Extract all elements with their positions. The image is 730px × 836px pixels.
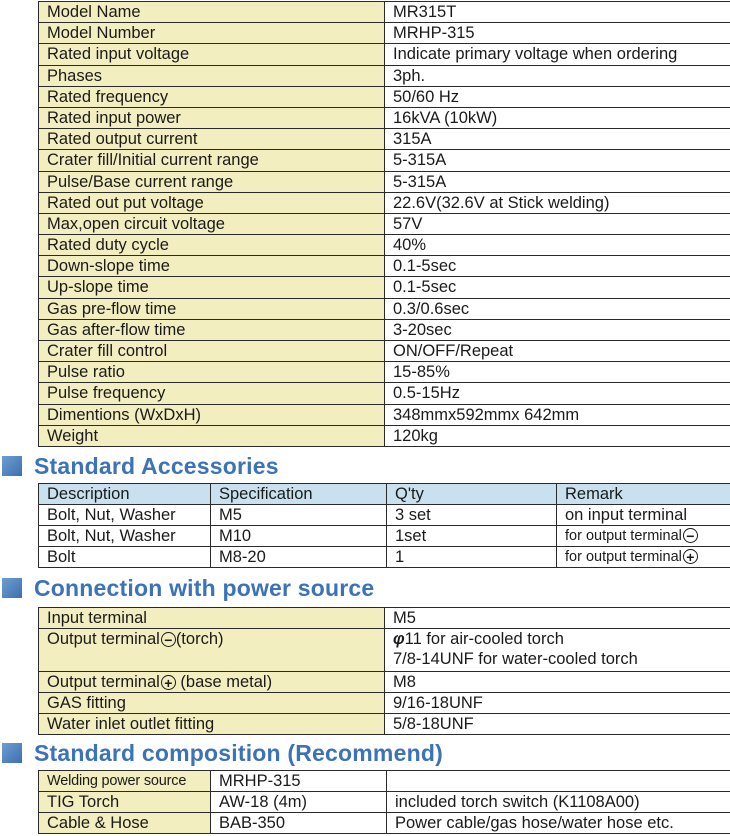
table-row <box>39 526 730 547</box>
acc-qty: 1 <box>387 547 557 568</box>
spec-value: MRHP-315 <box>385 23 730 44</box>
acc-qty: 1set <box>387 526 557 547</box>
spec-value: ON/OFF/Repeat <box>385 341 730 362</box>
spec-label: Crater fill/Initial current range <box>39 150 385 171</box>
section-square-icon <box>2 743 22 763</box>
conn-value-line2: 7/8-14UNF for water-cooled torch <box>393 650 638 669</box>
spec-value: 120kg <box>385 425 730 446</box>
table-row <box>39 341 730 362</box>
conn-label: Input terminal <box>39 608 385 629</box>
table-row <box>39 671 730 692</box>
plus-circle-icon: + <box>161 675 176 690</box>
comp-note: included torch switch (K1108A00) <box>387 792 730 813</box>
comp-model: AW-18 (4m) <box>211 792 387 813</box>
acc-description: Bolt <box>39 547 211 568</box>
spec-label: Rated out put voltage <box>39 192 385 213</box>
table-row <box>39 44 730 65</box>
acc-specification: M8-20 <box>211 547 387 568</box>
conn-label-suffix: (base metal) <box>175 672 273 691</box>
table-row <box>39 425 730 446</box>
acc-description: Bolt, Nut, Washer <box>39 526 211 547</box>
spec-label: Down-slope time <box>39 256 385 277</box>
composition-heading <box>0 739 443 767</box>
acc-remark: on input terminal <box>557 505 730 526</box>
comp-label: TIG Torch <box>39 792 211 813</box>
connection-heading <box>0 574 374 602</box>
spec-value: 3ph. <box>385 65 730 86</box>
composition-table <box>38 770 730 834</box>
table-row <box>39 2 730 23</box>
acc-description: Bolt, Nut, Washer <box>39 505 211 526</box>
table-row <box>39 23 730 44</box>
spec-table <box>38 1 730 447</box>
spec-label: Rated output current <box>39 129 385 150</box>
spec-label: Dimentions (WxDxH) <box>39 404 385 425</box>
comp-note <box>387 771 730 792</box>
spec-value: 0.1-5sec <box>385 256 730 277</box>
spec-label: Gas pre-flow time <box>39 298 385 319</box>
comp-model: MRHP-315 <box>211 771 387 792</box>
table-row <box>39 192 730 213</box>
spec-value: Indicate primary voltage when ordering <box>385 44 730 65</box>
table-row <box>39 383 730 404</box>
conn-label-text: Output terminal <box>47 672 160 691</box>
diameter-symbol: φ <box>393 630 405 649</box>
table-row <box>39 629 730 671</box>
spec-label: Pulse/Base current range <box>39 171 385 192</box>
table-row <box>39 213 730 234</box>
table-row <box>39 771 730 792</box>
table-row <box>39 713 730 734</box>
acc-remark-text: for output terminal <box>565 528 682 544</box>
spec-value: 16kVA (10kW) <box>385 107 730 128</box>
table-row <box>39 319 730 340</box>
acc-remark <box>557 526 730 547</box>
table-row <box>39 235 730 256</box>
spec-value: 0.5-15Hz <box>385 383 730 404</box>
table-row <box>39 608 730 629</box>
spec-label: Gas after-flow time <box>39 319 385 340</box>
plus-circle-icon: + <box>683 549 698 564</box>
spec-value: MR315T <box>385 2 730 23</box>
acc-specification: M5 <box>211 505 387 526</box>
spec-label: Rated input power <box>39 107 385 128</box>
conn-value: M8 <box>385 671 730 692</box>
table-row <box>39 150 730 171</box>
spec-value: 348mmx592mmx 642mm <box>385 404 730 425</box>
spec-value: 5-315A <box>385 171 730 192</box>
conn-value <box>385 629 730 671</box>
acc-qty: 3 set <box>387 505 557 526</box>
composition-title: Standard composition (Recommend) <box>34 739 443 766</box>
spec-label: Up-slope time <box>39 277 385 298</box>
conn-label-suffix: (torch) <box>175 630 224 649</box>
spec-label: Pulse ratio <box>39 362 385 383</box>
table-row <box>39 692 730 713</box>
conn-label-text: Output terminal <box>47 630 160 649</box>
minus-circle-icon: − <box>683 528 698 543</box>
table-row <box>39 129 730 150</box>
spec-label: Rated duty cycle <box>39 235 385 256</box>
comp-note: Power cable/gas hose/water hose etc. <box>387 813 730 834</box>
header-description: Description <box>39 484 211 505</box>
table-row <box>39 86 730 107</box>
table-row <box>39 813 730 834</box>
conn-value: 9/16-18UNF <box>385 692 730 713</box>
table-row <box>39 65 730 86</box>
spec-label: Model Name <box>39 2 385 23</box>
spec-label: Rated frequency <box>39 86 385 107</box>
acc-specification: M10 <box>211 526 387 547</box>
header-remark: Remark <box>557 484 730 505</box>
minus-circle-icon: − <box>161 632 176 647</box>
acc-remark <box>557 547 730 568</box>
table-row <box>39 505 730 526</box>
spec-value: 15-85% <box>385 362 730 383</box>
conn-label: GAS fitting <box>39 692 385 713</box>
table-row <box>39 404 730 425</box>
section-square-icon <box>2 578 22 598</box>
accessories-table <box>38 483 730 568</box>
comp-label: Cable & Hose <box>39 813 211 834</box>
connection-table <box>38 607 730 735</box>
accessories-title: Standard Accessories <box>34 452 279 479</box>
spec-value: 22.6V(32.6V at Stick welding) <box>385 192 730 213</box>
spec-label: Pulse frequency <box>39 383 385 404</box>
table-row <box>39 362 730 383</box>
spec-label: Weight <box>39 425 385 446</box>
table-row <box>39 171 730 192</box>
accessories-header-row <box>39 484 730 505</box>
spec-value: 40% <box>385 235 730 256</box>
conn-value: M5 <box>385 608 730 629</box>
spec-value: 315A <box>385 129 730 150</box>
table-row <box>39 107 730 128</box>
table-row <box>39 277 730 298</box>
header-specification: Specification <box>211 484 387 505</box>
table-row <box>39 256 730 277</box>
acc-remark-text: for output terminal <box>565 549 682 565</box>
conn-value-line1: 11 for air-cooled torch <box>404 630 564 649</box>
spec-value: 57V <box>385 213 730 234</box>
spec-label: Phases <box>39 65 385 86</box>
table-row <box>39 547 730 568</box>
accessories-heading <box>0 452 279 480</box>
conn-label: Water inlet outlet fitting <box>39 713 385 734</box>
spec-value: 5-315A <box>385 150 730 171</box>
table-row <box>39 298 730 319</box>
conn-label <box>39 629 385 671</box>
table-row <box>39 792 730 813</box>
comp-model: BAB-350 <box>211 813 387 834</box>
spec-value: 3-20sec <box>385 319 730 340</box>
spec-label: Crater fill control <box>39 341 385 362</box>
header-qty: Q'ty <box>387 484 557 505</box>
spec-value: 0.3/0.6sec <box>385 298 730 319</box>
conn-label <box>39 671 385 692</box>
conn-value: 5/8-18UNF <box>385 713 730 734</box>
spec-value: 0.1-5sec <box>385 277 730 298</box>
connection-title: Connection with power source <box>34 574 375 601</box>
spec-label: Model Number <box>39 23 385 44</box>
section-square-icon <box>2 456 22 476</box>
comp-label: Welding power source <box>39 771 211 792</box>
spec-label: Max,open circuit voltage <box>39 213 385 234</box>
spec-value: 50/60 Hz <box>385 86 730 107</box>
spec-label: Rated input voltage <box>39 44 385 65</box>
